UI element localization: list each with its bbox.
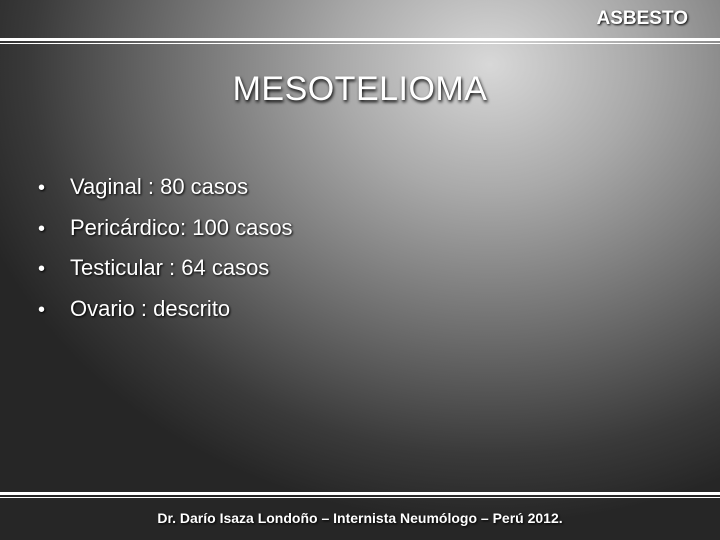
slide-title: MESOTELIOMA [232,70,488,108]
bullet-item [38,174,293,215]
bullet-item [38,255,293,296]
footer-divider-thin [0,497,720,498]
header-divider-thin [0,43,720,44]
bullet-item [38,215,293,256]
bullet-text: Testicular : 64 casos [70,255,270,280]
header-divider [0,38,720,41]
bullet-list [38,174,293,336]
bullet-dot: • [38,217,46,240]
footer-divider [0,492,720,495]
bullet-text: Pericárdico: 100 casos [70,214,293,240]
bullet-item [38,296,293,337]
footer-credit: Dr. Darío Isaza Londoño – Internista Neumólogo – Perú 2012. [157,510,563,526]
bullet-dot: • [38,298,46,321]
section-label: ASBESTO [596,8,688,29]
bullet-text: Vaginal : 80 casos [70,174,249,199]
bullet-text: Ovario : descrito [70,295,231,321]
bullet-dot: • [38,177,46,199]
bullet-dot: • [38,258,46,280]
